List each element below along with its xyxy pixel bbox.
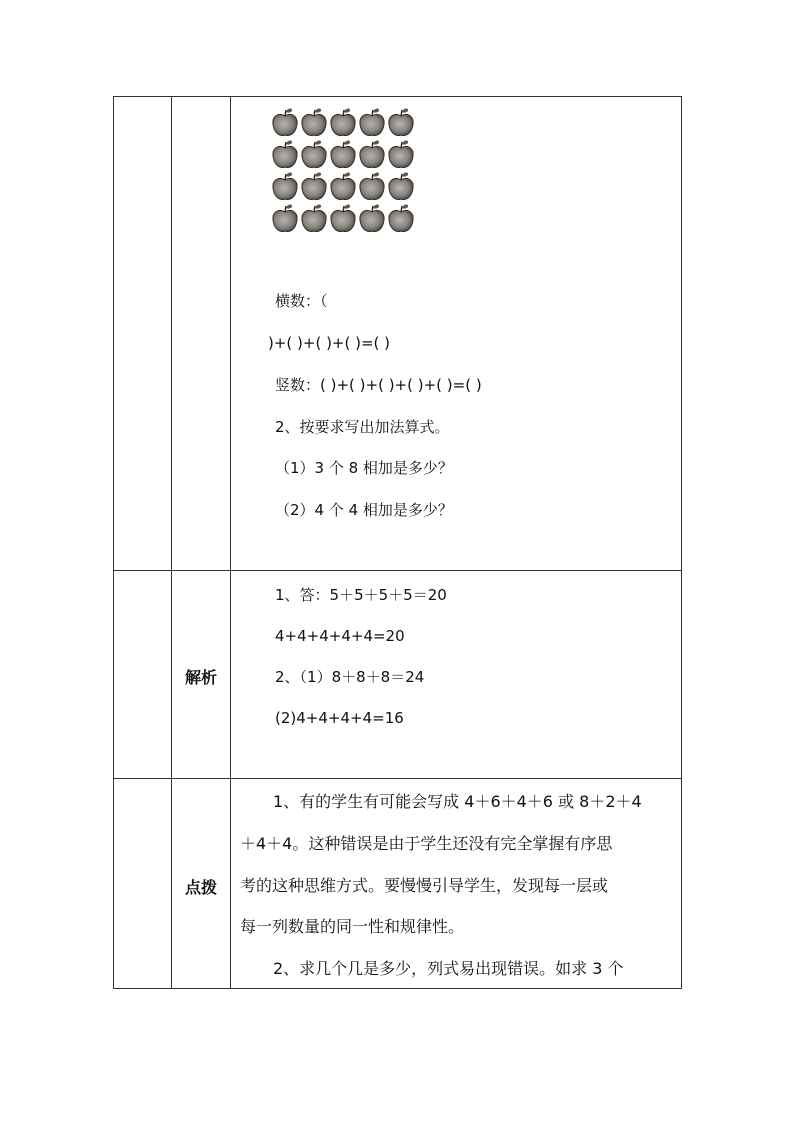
tips-line: 考的这种思维方式。要慢慢引导学生，发现每一层或 <box>240 876 609 895</box>
tips-line: 1、有的学生有可能会写成 4＋6＋4＋6 或 8＋2＋4 <box>273 792 642 811</box>
apple-icon <box>273 109 297 136</box>
tips-line: 每一列数量的同一性和规律性。 <box>240 917 465 936</box>
lesson-table <box>113 96 682 989</box>
apple-icon <box>389 173 413 200</box>
apple-icon <box>331 205 355 232</box>
exercise-cell <box>231 97 682 571</box>
tips-cell <box>231 779 682 989</box>
tips-heading: 点拨 <box>184 878 217 897</box>
horizontal-expression: )+( )+( )+( )=( ) <box>268 334 391 352</box>
analysis-line: (2)4+4+4+4=16 <box>275 709 404 727</box>
apple-icon <box>273 205 297 232</box>
row2-left-cell <box>114 571 172 779</box>
apple-icon <box>273 141 297 168</box>
question-2-2: （2）4 个 4 相加是多少？ <box>275 501 453 519</box>
apple-icon <box>302 205 326 232</box>
analysis-line: 2、（1）8＋8＋8＝24 <box>275 668 425 686</box>
apple-icon <box>302 141 326 168</box>
row3-left-cell <box>114 779 172 989</box>
tips-line: 2、求几个几是多少，列式易出现错误。如求 3 个 <box>273 959 624 978</box>
row1-label-cell <box>172 97 231 571</box>
tips-line: ＋4＋4。这种错误是由于学生还没有完全掌握有序思 <box>240 834 613 853</box>
row1-left-cell <box>114 97 172 571</box>
apple-icon <box>360 109 384 136</box>
apple-icon <box>302 173 326 200</box>
apple-icon <box>389 109 413 136</box>
apple-icon <box>360 173 384 200</box>
apple-icon <box>360 205 384 232</box>
apple-grid-image <box>271 106 417 240</box>
apple-icon <box>273 173 297 200</box>
analysis-line: 4+4+4+4+4=20 <box>275 627 405 645</box>
apple-icon <box>331 141 355 168</box>
apple-icon <box>302 109 326 136</box>
analysis-label-cell <box>172 571 231 779</box>
question-2-title: 2、按要求写出加法算式。 <box>275 418 450 436</box>
analysis-line: 1、答：5＋5＋5＋5＝20 <box>275 586 447 604</box>
analysis-heading: 解析 <box>184 668 217 687</box>
vertical-expression: 竖数：( )+( )+( )+( )+( )=( ) <box>275 376 482 394</box>
apple-icon <box>389 141 413 168</box>
question-2-1: （1）3 个 8 相加是多少？ <box>275 459 453 477</box>
apple-icon <box>389 205 413 232</box>
apple-icon <box>331 109 355 136</box>
horizontal-label: 横数：（ <box>275 292 328 310</box>
apple-icon <box>360 141 384 168</box>
tips-label-cell <box>172 779 231 989</box>
apple-icon <box>331 173 355 200</box>
analysis-cell <box>231 571 682 779</box>
